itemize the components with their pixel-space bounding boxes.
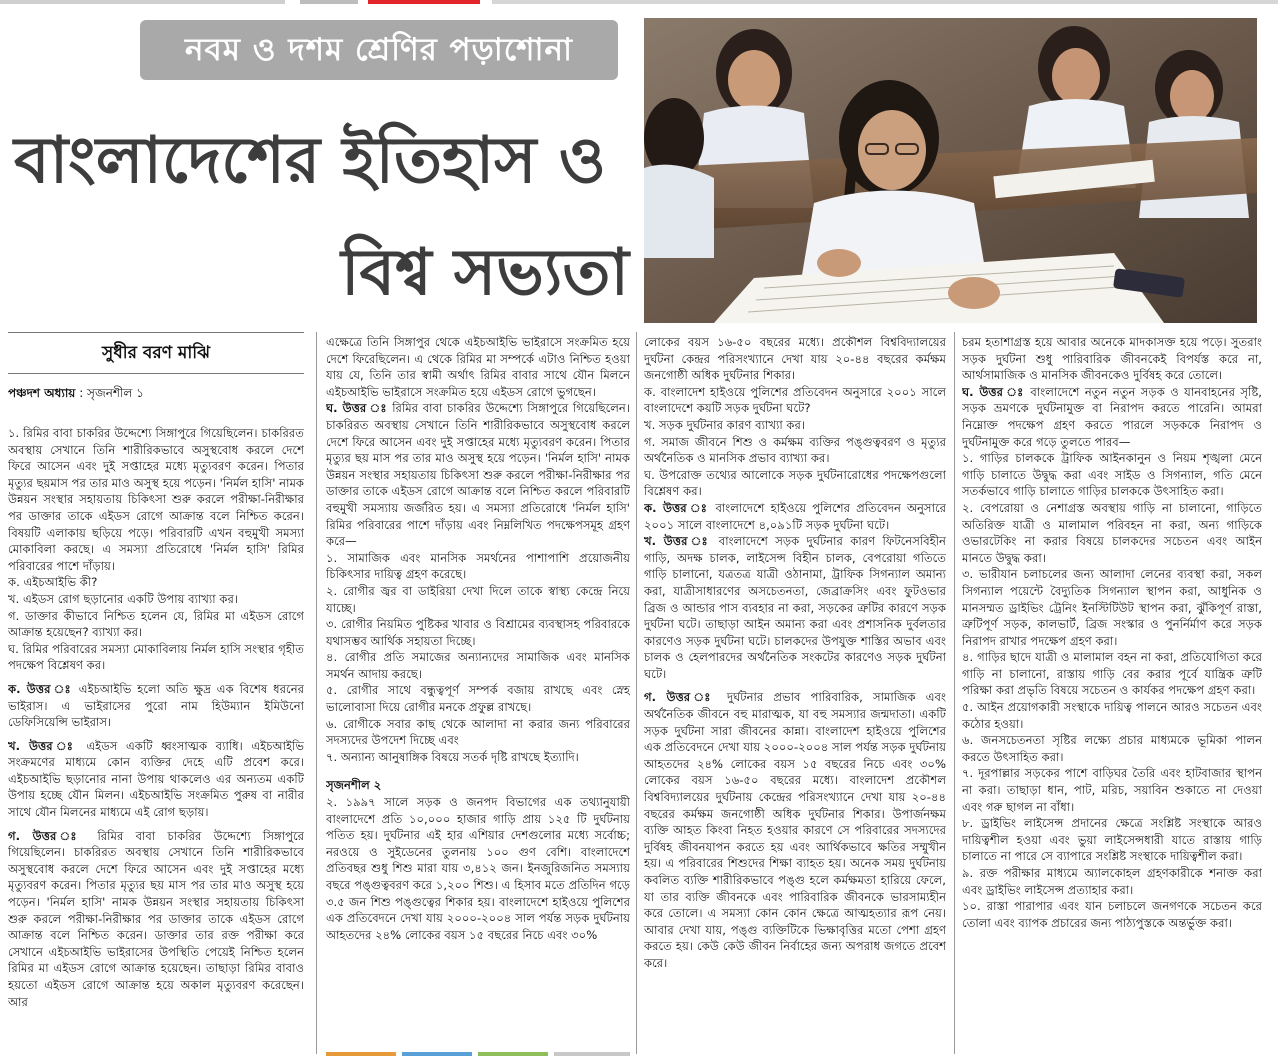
author-byline: সুধীর বরণ মাঝি — [101, 343, 210, 363]
bottom-color-strip — [326, 1052, 630, 1056]
chapter-topic: সৃজনশীল ১ — [87, 386, 144, 400]
question-ka: ক. বাংলাদেশ হাইওয়ে পুলিশের প্রতিবেদন অনুসারে ২০০১ সালে বাংলাদেশে কয়টি সড়ক দুর্ঘটনা ঘটে? — [644, 384, 946, 416]
list-item: ৪. গাড়ির ছাদে যাত্রী ও মালামাল বহন না করা, প্রতিযোগিতা করে গাড়ি না চালানো, রাস্তায় গাড়ি বের করার পূর্বে যান্ত্রিক ত্রুটি পরিক্ষা করা প্রভৃতি বিষয়ে সচেতন ও কার্যকর পদক্ষেপ গ্রহণ করা। — [962, 650, 1262, 698]
list-item: ৬. রোগীকে সবার কাছ থেকে আলাদা না করার জন্য পরিবারের সদস্যদের উপদেশ দিচ্ছে এবং — [326, 716, 630, 748]
list-item: ৫. আইন প্রয়োগকারী সংস্থাকে দায়িত্ব পালনে আরও সচেতন এবং কঠোর হওয়া। — [962, 700, 1262, 731]
column-divider — [954, 332, 955, 1054]
list-item: ৮. ড্রাইভিং লাইসেন্স প্রদানের ক্ষেত্রে সংশ্লিষ্ট সংস্থাকে আরও দায়িত্বশীল হওয়া এবং ভুয়া লাইসেন্সধারী যাতে রাস্তায় গাড়ি চালাতে না পারে সে ব্যাপারে সংশ্লিষ্ট সংস্থাকে দায়িত্বশীল করা। — [962, 816, 1262, 864]
paragraph: লোকের বয়স ১৬-৫০ বছরের মধ্যে। প্রকৌশল বিশ্ববিদ্যালয়ের দুর্ঘটনা কেন্দ্রর পরিসংখ্যানে দেখা যায় ২০-৪৪ বছরের কর্মক্ষম জনগোষ্ঠী অধিক দুর্ঘটনার শিকার। — [644, 335, 946, 383]
list-item: ২. বেপরোয়া ও নেশাগ্রস্ত অবস্থায় গাড়ি না চালানো, গাড়িতে অতিরিক্ত যাত্রী ও মালামাল পরিবহন না করা, অন্য গাড়িকে ওভারটেকিং না করার বিষয়ে চালকদের সচেতন এবং আইন মানতে উদ্বুদ্ধ করা। — [962, 500, 1262, 565]
strip-segment — [300, 0, 358, 4]
exam-hall-illustration — [644, 18, 1257, 323]
answer-ka: ক. উত্তর ঃ বাংলাদেশে হাইওয়ে পুলিশের প্রতিবেদন অনুসারে ২০০১ সালে বাংলাদেশে ৪,০৯১টি সড়ক দুর্ঘটনা ঘটে। — [644, 500, 946, 532]
text-column-4 — [962, 334, 1262, 1050]
question-gha: ঘ. উপরোক্ত তথ্যের আলোকে সড়ক দুর্ঘটনারোধের পদক্ষেপগুলো বিশ্লেষণ কর। — [644, 467, 946, 499]
chapter-number: পঞ্চদশ অধ্যায় — [8, 386, 76, 400]
strip-segment — [402, 1052, 472, 1056]
section-banner: নবম ও দশম শ্রেণির পড়াশোনা — [140, 20, 618, 80]
question-ga: গ. ডাক্তার কীভাবে নিশ্চিত হলেন যে, রিমির মা এইডস রোগে আক্রান্ত হয়েছেন? ব্যাখ্যা কর। — [8, 608, 304, 640]
headline-line-1: বাংলাদেশের ইতিহাস ও — [14, 123, 606, 198]
answer-kha: খ. উত্তর ঃ বাংলাদেশে সড়ক দুর্ঘটনার কারণ ফিটনেসবিহীন গাড়ি, অদক্ষ চালক, লাইসেন্স বিহীন চালক, বেপরোয়া গতিতে গাড়ি চালানো, যত্রতত্র যাত্রী ওঠানামা, ট্রাফিক সিগন্যাল অমান্য করা, যাত্রীসাধারণের অসচেতনতা, জেব্রাক্রসিং এবং ফুটওভার ব্রিজ ও আন্ডার পাস ব্যবহার না করা, সড়কের ত্রুটির কারণে সড়ক দুর্ঘটনা ঘটে। তাছাড়া আইন অমান্য করা এবং প্রশাসনিক দুর্বলতার কারণেও সড়ক দুর্ঘটনা ঘটে। চালকদের উপযুক্ত শাস্তির অভাব এবং চালক ও হেলপারদের অর্থনৈতিক সংকটের কারণেও সড়ক দুর্ঘটনা ঘটে। — [644, 534, 946, 681]
question-gha: ঘ. রিমির পরিবারের সমস্যা মোকাবিলায় নির্মল হাসি সংস্থার গৃহীত পদক্ষেপ বিশ্লেষণ কর। — [8, 641, 304, 673]
strip-segment — [0, 0, 285, 4]
strip-segment — [326, 1052, 396, 1056]
chapter-label — [8, 385, 304, 405]
answer-ka: ক. উত্তর ঃ এইচআইভি হলো অতি ক্ষুদ্র এক বিশেষ ধরনের ভাইরাস। এ ভাইরাসের পুরো নাম হিউম্যান ইমিউনো ডেফিসিয়েন্সি ভাইরাস। — [8, 681, 304, 730]
list-item: ৫. রোগীর সাথে বন্ধুত্বপূর্ণ সম্পর্ক বজায় রাখছে এবং স্নেহ ভালোবাসা দিয়ে রোগীর মনকে প্রফুল্ল রাখছে। — [326, 683, 630, 715]
creative-2-heading: সৃজনশীল ২ — [326, 778, 382, 793]
answer-gha: ঘ. উত্তর ঃ রিমির বাবা চাকরির উদ্দেশ্যে সিঙ্গাপুরে গিয়েছিলেন। চাকরিরত অবস্থায় সেখানে তিনি শারীরিকভাবে অসুস্থবোধ করলে দেশে ফিরে আসেন এবং দুই সপ্তাহের মধ্যে মৃত্যুবরণ করেন। পিতার মৃত্যুর ছয় মাস পর তার মাও অসুস্থ হয়ে পড়েন। 'নির্মল হাসি' নামক উন্নয়ন সংস্থার সহায়তায় চিকিৎসা শুরু করলে পরীক্ষা-নিরীক্ষার পর ডাক্তার তাকে এইডস রোগে আক্রান্ত বলে নিশ্চিত করলে পরিবারটি বহুমুখী সমস্যায় জর্জরিত হয়। এ সমস্যা প্রতিরোধে 'নির্মল হাসি' রিমির পরিবারের পাশে দাঁড়ায় এবং নিম্নলিখিত পদক্ষেপসমূহ গ্রহণ করে— — [326, 401, 630, 549]
text-column-1 — [8, 425, 304, 1051]
list-item: ৭. অন্যান্য আনুষাঙ্গিক বিষয়ে সতর্ক দৃষ্টি রাখছে ইত্যাদি। — [326, 749, 579, 764]
strip-segment-red — [368, 0, 480, 4]
column-divider — [316, 332, 317, 1054]
column-divider — [636, 332, 637, 1054]
text-column-2 — [326, 334, 630, 1050]
paragraph: এক্ষেত্রে তিনি সিঙ্গাপুর থেকে এইচআইভি ভাইরাসে সংক্রমিত হয়ে দেশে ফিরেছিলেন। এ থেকে রিমির মা সম্পর্কে এটাও নিশ্চিত হওয়া যায় যে, তিনি তার স্বামী অর্থাৎ রিমির বাবার সাথে যৌন মিলনে এইচআইভি ভাইরাসে সংক্রমিত হয়ে এইডস রোগে ভুগছেন। — [326, 335, 630, 399]
question-kha: খ. সড়ক দুর্ঘটনার কারণ ব্যাখ্যা কর। — [644, 417, 806, 432]
answer-gha: ঘ. উত্তর ঃ বাংলাদেশে নতুন নতুন সড়ক ও যানবাহনের সৃষ্টি, সড়ক ভ্রমণকে দুর্ঘটনামুক্ত বা নিরাপদ করতে পারেনি। আমরা নিম্নোক্ত পদক্ষেপ গ্রহণ করতে পারলে সড়ককে নিরাপদ ও দুর্ঘটনামুক্ত করে গড়ে তুলতে পারব— — [962, 384, 1262, 449]
list-item: ৩. রোগীর নিয়মিত পুষ্টিকর খাবার ও বিশ্রামের ব্যবস্থাসহ পরিবারকে যথাসম্ভব আর্থিক সহায়তা দিচ্ছে। — [326, 617, 630, 648]
article-headline — [14, 105, 629, 329]
list-item: ৪. রোগীর প্রতি সমাজের অন্যান্যদের সামাজিক এবং মানসিক সমর্থন আদায় করছে। — [326, 650, 630, 681]
list-item: ৭. দূরপাল্লার সড়কের পাশে বাড়িঘর তৈরি এবং হাটবাজার স্থাপন না করা। তাছাড়া ধান, পাট, মরিচ, সয়াবিন শুকাতে না দেওয়া এবং গরু ছাগল না বাঁধা। — [962, 766, 1262, 814]
exam-students-photo — [644, 18, 1257, 323]
list-item: ১০. রাস্তা পারাপার এবং যান চলাচলে জনগণকে সচেতন করে তোলা এবং ব্যাপক প্রচারের জন্য পাঠ্যপুস্তকে অন্তর্ভুক্ত করা। — [962, 899, 1262, 930]
strip-segment — [492, 0, 1278, 4]
list-item: ৬. জনসচেতনতা সৃষ্টির লক্ষ্যে প্রচার মাধ্যমকে ভূমিকা পালন করতে উৎসাহিত করা। — [962, 733, 1262, 764]
list-item: ৩. ভারীযান চলাচলের জন্য আলাদা লেনের ব্যবস্থা করা, সকল সিগন্যাল পয়েন্টে বৈদ্যুতিক সিগন্যাল স্থাপন করা, আধুনিক ও মানসম্মত ড্রাইভিং ট্রেনিং ইনস্টিটিউট স্থাপন করা, ঝুঁকিপূর্ণ রাস্তা, ত্রুটিপূর্ণ সড়ক, কালভার্ট, ব্রিজ সংস্কার ও পুনর্নির্মাণ করে সড়ক নিরাপদ রাখার পদক্ষেপ গ্রহণ করা। — [962, 567, 1262, 648]
list-item: ২. রোগীর জ্বর বা ডাইরিয়া দেখা দিলে তাকে স্বাস্থ্য কেন্দ্রে নিয়ে যাচ্ছে। — [326, 583, 630, 615]
list-item: ১. সামাজিক এবং মানসিক সমর্থনের পাশাপাশি প্রয়োজনীয় চিকিৎসার দায়িত্ব গ্রহণ করেছে। — [326, 550, 630, 582]
paragraph: ২. ১৯৯৭ সালে সড়ক ও জনপদ বিভাগের এক তথ্যানুযায়ী বাংলাদেশে প্রতি ১০,০০০ হাজার গাড়ি প্রায় ১২৫ টি দুর্ঘটনায় পতিত হয়। দুর্ঘটনার এই হার এশিয়ার দেশগুলোর মধ্যে সর্বোচ্চ; নরওয়ে ও সুইডেনের তুলনায় ১০০ গুণ বেশি। বাংলাদেশে প্রতিবছর শুধু শিশু মারা যায় ৩,৪১২ জন। ইনজুরিজনিত সমস্যায় বছরে পঙ্গুত্ববরণ করে ১,২০০ শিশু। এ হিসাব মতে প্রতিদিন গড়ে ৩.৫ জন শিশু পঙ্গুত্বের শিকার হয়। বাংলাদেশে হাইওয়ে পুলিশের এক প্রতিবেদনে দেখা যায় ২০০০-২০০৪ সাল পর্যন্ত সড়ক দুর্ঘটনায় আহতদের ২৪% লোকের বয়স ১৫ বছরের নিচে এবং ৩০% — [326, 795, 630, 942]
chapter-sep: : — [75, 386, 88, 400]
paragraph: ১. রিমির বাবা চাকরির উদ্দেশ্যে সিঙ্গাপুরে গিয়েছিলেন। চাকরিরত অবস্থায় সেখানে তিনি শারীরিকভাবে অসুস্থবোধ করলে দেশে ফিরে আসেন এবং দুই সপ্তাহের মধ্যে মৃত্যুবরণ করেন। পিতার মৃত্যুর ছয়মাস পর তার মাও অসুস্থ হয়ে পড়েন। 'নির্মল হাসি' নামক উন্নয়ন সংস্থার সহায়তায় চিকিৎসা শুরু করলে পরীক্ষা-নিরীক্ষার পর ডাক্তার তাকে এইডস রোগে আক্রান্ত বলে নিশ্চিত করেন। বিষয়টি এলাকায় ছড়িয়ে পড়ে। পরিবারটি এখন বহুমুখী সমস্যা মোকাবিলা করছে। এ সমস্যা প্রতিরোধে 'নির্মল হাসি' রিমির পরিবারের পাশে দাঁড়ায়। — [8, 426, 304, 573]
question-kha: খ. এইডস রোগ ছড়ানোর একটি উপায় ব্যাখ্যা কর। — [8, 591, 238, 606]
answer-ga: গ. উত্তর ঃ রিমির বাবা চাকরির উদ্দেশ্যে সিঙ্গাপুরে গিয়েছিলেন। চাকরিরত অবস্থায় সেখানে তিনি শারীরিকভাবে অসুস্থবোধ করলে দেশে ফিরে আসেন এবং দুই সপ্তাহের মধ্যে মৃত্যুবরণ করেন। পিতার মৃত্যুর ছয় মাস পর তার মাও অসুস্থ হয়ে পড়েন। 'নির্মল হাসি' নামক উন্নয়ন সংস্থার সহায়তায় চিকিৎসা শুরু করলে পরীক্ষা-নিরীক্ষার পর ডাক্তার তাকে এইডস রোগে আক্রান্ত বলে নিশ্চিত করেন। ডাক্তার তার রক্ত পরীক্ষা করে সেখানে এইচআইভি ভাইরাসের উপস্থিতি পেয়েই নিশ্চিত হলেন রিমির মা এইডস রোগে আক্রান্ত হয়েছেন। তাছাড়া রিমির বাবাও হয়তো এইডস রোগে আক্রান্ত হয়ে অকাল মৃত্যুবরণ করেছেন। আর — [8, 828, 304, 1009]
answer-kha: খ. উত্তর ঃ এইডস একটি ধ্বংসাত্মক ব্যাধি। এইচআইভি সংক্রমণের মাধ্যমে কোন ব্যক্তির দেহে এটি প্রবেশ করে। এইচআইভি ছড়ানোর নানা উপায় থাকলেও এর অন্যতম একটি উপায় হচ্ছে যৌন মিলন। এইচআইভি সংক্রমিত পুরুষ বা নারীর সাথে যৌন মিলনের মাধ্যমে এই রোগ ছড়ায়। — [8, 738, 304, 820]
question-ga: গ. সমাজ জীবনে শিশু ও কর্মক্ষম ব্যক্তির পঙ্গুত্ববরণ ও মৃত্যুর অর্থনৈতিক ও মানসিক প্রভাব ব্যাখ্যা কর। — [644, 434, 946, 466]
strip-segment — [478, 1052, 548, 1056]
answer-ga: গ. উত্তর ঃ দুর্ঘটনার প্রভাব পারিবারিক, সামাজিক এবং অর্থনৈতিক জীবনে বহু মারাত্মক, যা বহু সমস্যার জন্মদাতা। একটি সড়ক দুর্ঘটনা সারা জীবনের কান্না। বাংলাদেশ হাইওয়ে পুলিশের এক প্রতিবেদনে দেখা যায় ২০০০-২০০৪ সাল পর্যন্ত সড়ক দুর্ঘটনায় আহতদের ২৪% লোকের বয়স ১৫ বছরের নিচে এবং ৩০% লোকের বয়স ১৬-৫০ বছরের মধ্যে। বাংলাদেশ প্রকৌশল বিশ্ববিদ্যালয়ের দুর্ঘটনায় কেন্দ্রের পরিসংখ্যানে দেখা যায় ২০-৪৪ বছরের কর্মক্ষম জনগোষ্ঠী অধিক দুর্ঘটনার শিকার। উপার্জনক্ষম ব্যক্তি আহত কিংবা নিহত হওয়ার কারণে সে পরিবারের সদস্যদের দুর্বিষহ জীবনযাপন করতে হয় এবং আর্থিকভাবে ক্ষতির সম্মুখীন হয়। এ পরিবারের শিশুদের শিক্ষা ব্যাহত হয়। অনেক সময় দুর্ঘটনায় কবলিত ব্যক্তি শারীরিকভাবে পঙ্গু হলে কর্মক্ষমতা হারিয়ে ফেলে, যা তার ব্যক্তি জীবনকে এবং পারিবারিক জীবনকে ভারসাম্যহীন করে তোলে। এ সমস্যা কোন কোন ক্ষেত্রে আত্মহত্যার রূপ নেয়। আবার দেখা যায়, পঙ্গু ব্যক্তিটিকে ভিক্ষাবৃত্তির মতো পেশা গ্রহণ করতে হয়। কেউ কেউ জীবন নির্বাহের জন্য অপরাধ জগতে প্রবেশ করে। — [644, 690, 946, 970]
list-item: ১. গাড়ির চালককে ট্রাফিক আইনকানুন ও নিয়ম শৃঙ্খলা মেনে গাড়ি চালাতে উদ্বুদ্ধ করা এবং সাইড ও সিগন্যাল, গতি মেনে সতর্কভাবে গাড়ি চালাতে গাড়ির চালককে উৎসাহিত করা। — [962, 451, 1262, 499]
top-color-strip — [0, 0, 1278, 4]
text-column-3 — [644, 334, 946, 1050]
paragraph: চরম হতাশাগ্রস্ত হয়ে আবার অনেকে মাদকাসক্ত হয়ে পড়ে। সুতরাং সড়ক দুর্ঘটনা শুধু পারিবারিক জীবনকেই বিপর্যস্ত করে না, আর্থসামাজিক ও মানসিক জীবনকেও দুর্বিষহ করে তোলে। — [962, 335, 1262, 383]
list-item: ৯. রক্ত পরীক্ষার মাধ্যমে অ্যালকোহল গ্রহণকারীকে শনাক্ত করা এবং ড্রাইভিং লাইসেন্স প্রত্যাহার করা। — [962, 866, 1262, 897]
byline-rule-bottom — [8, 373, 304, 374]
headline-line-2: বিশ্ব সভ্যতা — [341, 235, 629, 310]
question-ka: ক. এইচআইভি কী? — [8, 575, 98, 590]
strip-segment — [554, 1052, 630, 1056]
